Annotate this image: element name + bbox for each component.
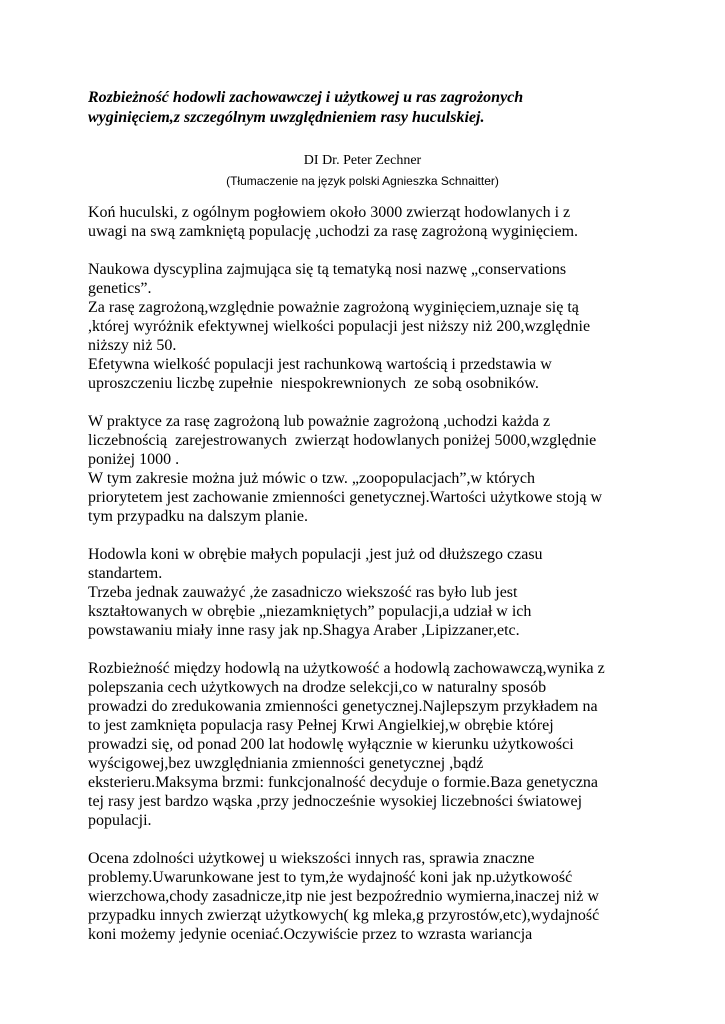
paragraph-line: Ocena zdolności użytkowej u wiekszości innych ras, sprawia znaczne	[88, 850, 535, 867]
paragraph-line: Hodowla koni w obrębie małych populacji ,jest już od dłuższego czasu	[88, 546, 543, 563]
paragraph-line: Efetywna wielkość populacji jest rachunkową wartością i przedstawia w	[88, 356, 552, 373]
paragraph-line: koni możemy jedynie oceniać.Oczywiście przez to wzrasta wariancja	[88, 926, 533, 943]
paragraph-line: powstawaniu miały inne rasy jak np.Shagya Araber ,Lipizzaner,etc.	[88, 622, 520, 639]
paragraph-line: prowadzi do zredukowania zmienności genetycznej.Najlepszym przykładem na	[88, 698, 598, 715]
paragraph-line: przypadku innych zwierząt użytkowych( kg mleka,g przyrostów,etc),wydajność	[88, 907, 600, 924]
paragraph-line: Trzeba jednak zauważyć ,że zasadniczo wiekszość ras było lub jest	[88, 584, 518, 601]
paragraph-line: tym przypadku na dalszym planie.	[88, 508, 308, 525]
paragraph-line: Rozbieżność między hodowlą na użytkowość a hodowlą zachowawczą,wynika z	[88, 660, 605, 677]
paragraph	[88, 260, 648, 393]
paragraph-line: Koń huculski, z ogólnym pogłowiem około 3000 zwierząt hodowlanych i z	[88, 204, 571, 221]
paragraph-line: polepszania cech użytkowych na drodze selekcji,co w naturalny sposób	[88, 679, 547, 696]
paragraph-line: standartem.	[88, 565, 163, 582]
paragraph-line: prowadzi się, od ponad 200 lat hodowlę wyłącznie w kierunku użytkowości	[88, 736, 574, 753]
paragraph-line: to jest zamknięta populacja rasy Pełnej Krwi Angielkiej,w obrębie której	[88, 717, 554, 734]
paragraph-line: populacji.	[88, 812, 152, 829]
title-line: Rozbieżność hodowli zachowawczej i użytkowej u ras zagrożonych	[88, 89, 524, 106]
paragraph-line: uwagi na swą zamkniętą populację ,uchodzi za rasę zagrożoną wyginięciem.	[88, 223, 579, 240]
author-name: DI Dr. Peter Zechner	[303, 153, 422, 168]
paragraph-line: priorytetem jest zachowanie zmienności genetycznej.Wartości użytkowe stoją w	[88, 489, 603, 506]
paragraph-line: Za rasę zagrożoną,względnie poważnie zagrożoną wyginięciem,uznaje się tą	[88, 299, 579, 316]
title-line: wyginięciem,z szczególnym uwzględnieniem rasy huculskiej.	[88, 109, 485, 126]
paragraph-line: tej rasy jest bardzo wąska ,przy jednocześnie wysokiej liczebności światowej	[88, 793, 583, 810]
translator-note: (Tłumaczenie na język polski Agnieszka Schnaitter)	[226, 174, 499, 188]
paragraph-line: uproszczeniu liczbę zupełnie niespokrewnionych ze sobą osobników.	[88, 375, 539, 392]
paragraph-line: wierzchowa,chody zasadnicze,itp nie jest bezpoźrednio wymierna,inaczej niż w	[88, 888, 599, 905]
paragraph-line: poniżej 1000 .	[88, 451, 180, 468]
paragraph-line: W praktyce za rasę zagrożoną lub poważnie zagrożoną ,uchodzi każda z	[88, 413, 551, 430]
paragraph	[88, 203, 648, 241]
paragraph	[88, 545, 648, 640]
paragraph-line: niższy niż 50.	[88, 337, 177, 354]
paragraph-line: ,której wyróżnik efektywnej wielkości populacji jest niższy niż 200,względnie	[88, 318, 591, 335]
paragraph-line: genetics”.	[88, 280, 152, 297]
paragraph-line: problemy.Uwarunkowane jest to tym,że wydajność koni jak np.użytkowość	[88, 869, 573, 886]
document-title	[88, 88, 648, 128]
document-body	[88, 203, 648, 963]
paragraph-line: Naukowa dyscyplina zajmująca się tą tematyką nosi nazwę „conservations	[88, 261, 567, 278]
paragraph-line: W tym zakresie można już mówic o tzw. „zoopopulacjach”,w których	[88, 470, 535, 487]
paragraph	[88, 412, 648, 526]
paragraph-line: liczebnością zarejestrowanych zwierząt hodowlanych poniżej 5000,względnie	[88, 432, 597, 449]
paragraph-line: eksterieru.Maksyma brzmi: funkcjonalność decyduje o formie.Baza genetyczna	[88, 774, 599, 791]
paragraph-line: kształtowanych w obrębie „niezamkniętych” populacji,a udział w ich	[88, 603, 532, 620]
paragraph	[88, 659, 648, 830]
paragraph	[88, 849, 648, 944]
paragraph-line: wyścigowej,bez uwzględniania zmienności genetycznej ,bądź	[88, 755, 484, 772]
